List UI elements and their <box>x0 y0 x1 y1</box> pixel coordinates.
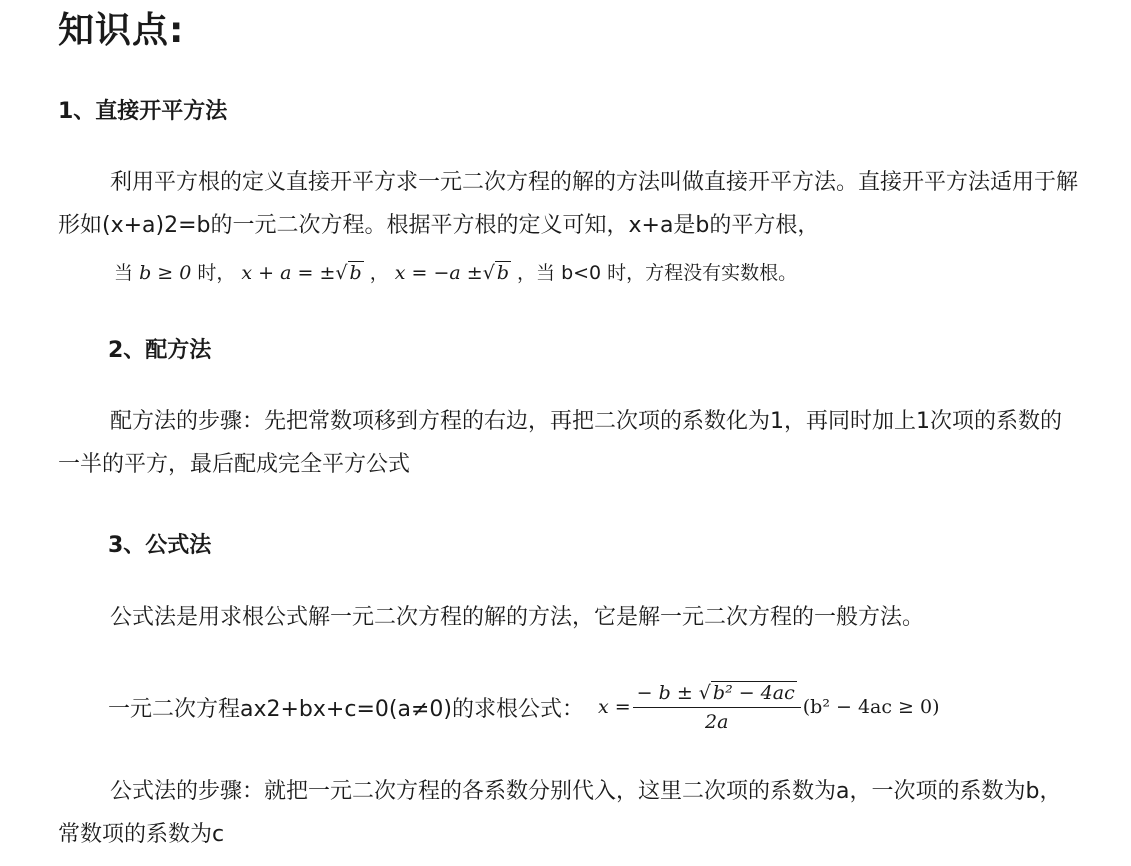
eq-text: 当 <box>114 262 134 284</box>
eq-separator: ， <box>369 262 389 284</box>
section-heading-3: 3、公式法 <box>108 533 212 558</box>
page-title: 知识点: <box>58 10 185 51</box>
section-heading-2: 2、配方法 <box>108 338 212 363</box>
formula-denominator: 2a <box>704 710 729 733</box>
formula-fraction <box>633 682 801 733</box>
eq-condition: b ≥ 0 <box>139 262 192 284</box>
formula-label: 一元二次方程ax2+bx+c=0(a≠0)的求根公式： <box>108 696 584 722</box>
formula-condition: (b² − 4ac ≥ 0) <box>802 696 940 718</box>
paragraph-formula-method: 公式法是用求根公式解一元二次方程的解的方法，它是解一元二次方程的一般方法。 <box>110 605 925 630</box>
eq-radicand-2: b <box>496 262 509 284</box>
quadratic-formula <box>598 682 940 733</box>
eq-radicand-1: b <box>349 262 362 284</box>
section-heading-1: 1、直接开平方法 <box>58 99 228 124</box>
eq-expression-2: x = −a ± <box>394 262 483 284</box>
paragraph-completing-square: 配方法的步骤：先把常数项移到方程的右边，再把二次项的系数化为1，再同时加上1次项的系数的一半的平方，最后配成完全平方公式 <box>58 409 1062 477</box>
formula-numerator <box>633 682 801 708</box>
numerator-prefix: − b ± <box>636 681 693 704</box>
numerator-radicand: b² − 4ac <box>712 681 795 704</box>
paragraph-formula-steps: 公式法的步骤：就把一元二次方程的各系数分别代入，这里二次项的系数为a，一次项的系数为b，常数项的系数为c <box>58 779 1062 847</box>
sqrt-symbol: √ <box>698 681 711 704</box>
equation-line-square-root <box>114 258 797 285</box>
sqrt-symbol: √ <box>335 262 348 284</box>
eq-expression-1: x + a = ± <box>241 262 336 284</box>
sqrt-symbol: √ <box>482 262 495 284</box>
paragraph-direct-square-root: 利用平方根的定义直接开平方求一元二次方程的解的方法叫做直接开平方法。直接开平方法适用于解形如(x+a)2=b的一元二次方程。根据平方根的定义可知，x+a是b的平方根， <box>58 170 1079 238</box>
formula-lhs: x = <box>597 696 631 718</box>
eq-text: ，当 b<0 时，方程没有实数根。 <box>517 262 798 284</box>
quadratic-formula-row <box>108 672 940 742</box>
eq-text: 时， <box>197 262 236 284</box>
